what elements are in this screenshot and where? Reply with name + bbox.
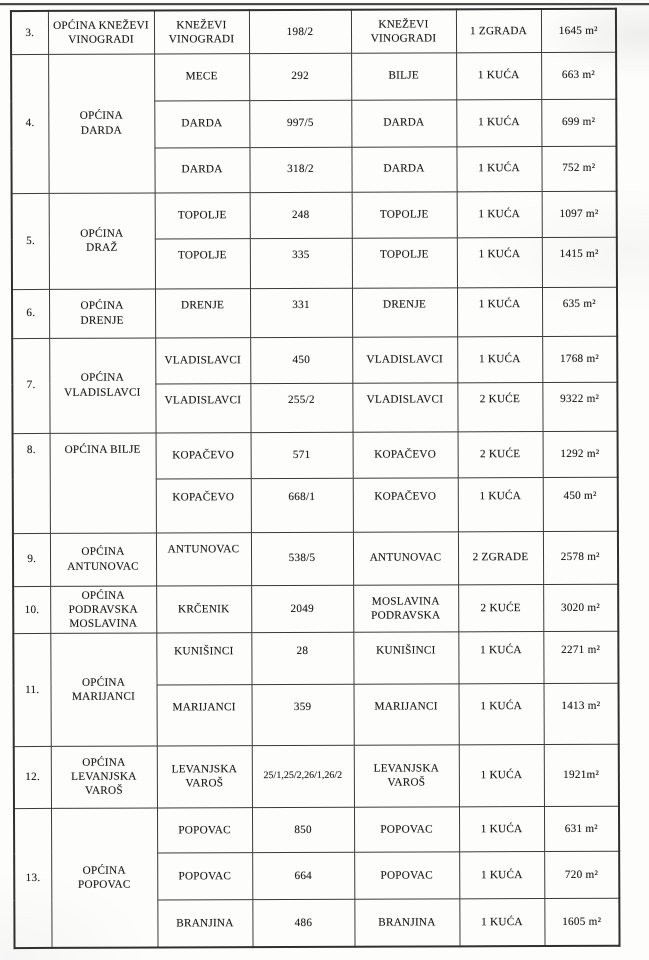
area-cell: 635 m² — [542, 287, 617, 336]
area-cell: 699 m² — [541, 99, 616, 146]
area-cell: 1768 m² — [542, 336, 617, 382]
cadastral-municipality-cell: VLADISLAVCI — [155, 383, 250, 432]
settlement-cell: KUNIŠINCI — [353, 632, 458, 684]
seq-cell: 10. — [13, 586, 50, 633]
parcel-number-cell: 359 — [252, 684, 354, 745]
cadastral-municipality-cell: ANTUNOVAC — [156, 532, 251, 585]
cadastral-municipality-cell: BRANJINA — [157, 899, 252, 947]
table-row — [11, 52, 616, 101]
building-count-cell: 1 KUĆA — [459, 898, 544, 946]
building-count-cell: 2 KUĆE — [457, 382, 542, 431]
building-count-cell: 1 KUĆA — [459, 683, 544, 744]
seq-cell: 5. — [12, 193, 49, 289]
building-count-cell: 2 ZGRADE — [458, 531, 543, 584]
area-cell: 1415 m² — [542, 237, 617, 287]
cadastral-municipality-cell: KOPAČEVO — [156, 478, 251, 532]
cadastral-parcels-table — [10, 8, 621, 950]
parcel-number-cell: 198/2 — [249, 10, 351, 53]
municipality-cell: OPĆINA DRAŽ — [49, 193, 155, 289]
area-cell: 1605 m² — [544, 898, 619, 946]
parcel-number-cell: 668/1 — [251, 478, 353, 532]
table-row — [11, 9, 616, 54]
building-count-cell: 1 KUĆA — [456, 146, 541, 191]
municipality-cell: OPĆINA DARDA — [48, 54, 155, 193]
settlement-cell: BILJE — [351, 52, 456, 99]
parcel-number-cell: 28 — [251, 632, 353, 684]
parcel-number-cell: 450 — [250, 337, 352, 383]
seq-cell: 3. — [11, 11, 48, 54]
municipality-cell: OPĆINA POPOVAC — [51, 808, 158, 948]
municipality-cell: OPĆINA VLADISLAVCI — [49, 338, 155, 433]
parcel-number-cell: 486 — [252, 899, 354, 947]
table-row — [14, 806, 619, 853]
parcel-number-cell: 850 — [252, 807, 354, 852]
parcel-number-cell: 335 — [250, 238, 352, 288]
building-count-cell: 1 KUĆA — [458, 631, 543, 683]
parcel-number-cell: 664 — [252, 852, 354, 899]
area-cell: 631 m² — [544, 806, 619, 851]
cadastral-municipality-cell: DARDA — [154, 100, 249, 147]
settlement-cell: DRENJE — [352, 287, 457, 336]
municipality-cell: OPĆINA KNEŽEVI VINOGRADI — [48, 11, 154, 54]
cadastral-municipality-cell: MARIJANCI — [157, 684, 252, 745]
cadastral-municipality-cell: DRENJE — [155, 288, 250, 337]
cadastral-municipality-cell: POPOVAC — [157, 852, 252, 899]
settlement-cell: DARDA — [351, 146, 456, 191]
building-count-cell: 1 KUĆA — [459, 851, 544, 898]
parcel-number-cell: 2049 — [251, 585, 353, 633]
building-count-cell: 1 KUĆA — [457, 191, 542, 237]
area-cell: 3020 m² — [543, 584, 618, 632]
building-count-cell: 1 KUĆA — [457, 287, 542, 336]
area-cell: 450 m² — [543, 477, 618, 531]
area-cell: 1645 m² — [541, 9, 616, 52]
settlement-cell: VLADISLAVCI — [352, 382, 457, 431]
building-count-cell: 1 KUĆA — [457, 336, 542, 382]
building-count-cell: 1 KUĆA — [456, 52, 541, 99]
settlement-cell: ANTUNOVAC — [353, 531, 458, 584]
parcel-number-cell: 331 — [250, 288, 352, 337]
cadastral-municipality-cell: KUNIŠINCI — [156, 632, 251, 684]
cadastral-municipality-cell: TOPOLJE — [155, 192, 250, 238]
building-count-cell: 2 KUĆE — [458, 431, 543, 477]
building-count-cell: 2 KUĆE — [458, 584, 543, 632]
seq-cell: 7. — [12, 338, 49, 433]
area-cell: 752 m² — [541, 146, 616, 191]
cadastral-municipality-cell: LEVANJSKA VAROŠ — [157, 745, 252, 807]
area-cell: 1921m² — [544, 744, 619, 806]
settlement-cell: TOPOLJE — [352, 237, 457, 287]
settlement-cell: BRANJINA — [354, 899, 459, 947]
cadastral-municipality-cell: MECE — [154, 53, 249, 100]
cadastral-municipality-cell: KRČENIK — [156, 585, 251, 633]
cadastral-municipality-cell: KOPAČEVO — [156, 432, 251, 478]
settlement-cell: KOPAČEVO — [353, 477, 458, 531]
seq-cell: 8. — [13, 433, 50, 533]
parcel-number-cell: 997/5 — [249, 100, 351, 147]
area-cell: 2271 m² — [543, 631, 618, 683]
municipality-cell: OPĆINA MARIJANCI — [50, 633, 156, 746]
cadastral-municipality-cell: TOPOLJE — [155, 238, 250, 288]
municipality-cell: OPĆINA LEVANJSKA VAROŠ — [51, 746, 157, 808]
settlement-cell: LEVANJSKA VAROŠ — [354, 745, 459, 807]
building-count-cell: 1 KUĆA — [458, 477, 543, 531]
area-cell: 720 m² — [544, 851, 619, 898]
area-cell: 2578 m² — [543, 531, 618, 584]
building-count-cell: 1 KUĆA — [459, 806, 544, 851]
table-row — [13, 431, 618, 479]
table-row — [12, 287, 617, 338]
area-cell: 1097 m² — [542, 191, 617, 237]
building-count-cell: 1 KUĆA — [459, 744, 544, 806]
page-top-rule — [0, 3, 649, 5]
building-count-cell: 1 KUĆA — [457, 237, 542, 287]
settlement-cell: KOPAČEVO — [353, 431, 458, 477]
table-row — [12, 191, 617, 239]
cadastral-municipality-cell: VLADISLAVCI — [155, 337, 250, 383]
seq-cell: 4. — [11, 54, 49, 193]
seq-cell: 12. — [14, 746, 51, 808]
table-row — [13, 584, 618, 634]
settlement-cell: DARDA — [351, 99, 456, 146]
settlement-cell: MOSLAVINA PODRAVSKA — [353, 584, 458, 632]
municipality-cell: OPĆINA DRENJE — [49, 289, 155, 338]
seq-cell: 11. — [13, 633, 50, 746]
parcel-number-cell: 571 — [251, 432, 353, 478]
municipality-cell: OPĆINA ANTUNOVAC — [50, 533, 156, 586]
table-row — [14, 744, 619, 808]
settlement-cell: MARIJANCI — [354, 684, 459, 745]
seq-cell: 6. — [12, 289, 49, 338]
cadastral-municipality-cell: POPOVAC — [157, 807, 252, 852]
table-row — [13, 531, 618, 586]
settlement-cell: POPOVAC — [354, 852, 459, 899]
cadastral-municipality-cell: DARDA — [154, 147, 249, 192]
seq-cell: 13. — [14, 808, 52, 948]
cadastral-municipality-cell: KNEŽEVI VINOGRADI — [154, 10, 249, 53]
parcel-number-cell: 318/2 — [249, 147, 351, 192]
settlement-cell: POPOVAC — [354, 807, 459, 852]
table-row — [12, 336, 617, 384]
building-count-cell: 1 ZGRADA — [456, 9, 541, 52]
table-row — [13, 631, 618, 685]
municipality-cell: OPĆINA PODRAVSKA MOSLAVINA — [50, 586, 156, 634]
parcel-number-cell: 248 — [250, 192, 352, 238]
area-cell: 1292 m² — [543, 431, 618, 477]
area-cell: 1413 m² — [544, 683, 619, 744]
settlement-cell: KNEŽEVI VINOGRADI — [351, 9, 456, 52]
settlement-cell: TOPOLJE — [352, 191, 457, 237]
parcel-number-cell: 538/5 — [251, 532, 353, 585]
seq-cell: 9. — [13, 533, 50, 586]
settlement-cell: VLADISLAVCI — [352, 336, 457, 382]
municipality-cell: OPĆINA BILJE — [50, 433, 156, 533]
parcel-number-cell: 25/1,25/2,26/1,26/2 — [252, 745, 354, 807]
area-cell: 9322 m² — [542, 382, 617, 431]
building-count-cell: 1 KUĆA — [456, 99, 541, 146]
area-cell: 663 m² — [541, 52, 616, 99]
parcel-number-cell: 255/2 — [250, 383, 352, 432]
parcel-number-cell: 292 — [249, 53, 351, 100]
